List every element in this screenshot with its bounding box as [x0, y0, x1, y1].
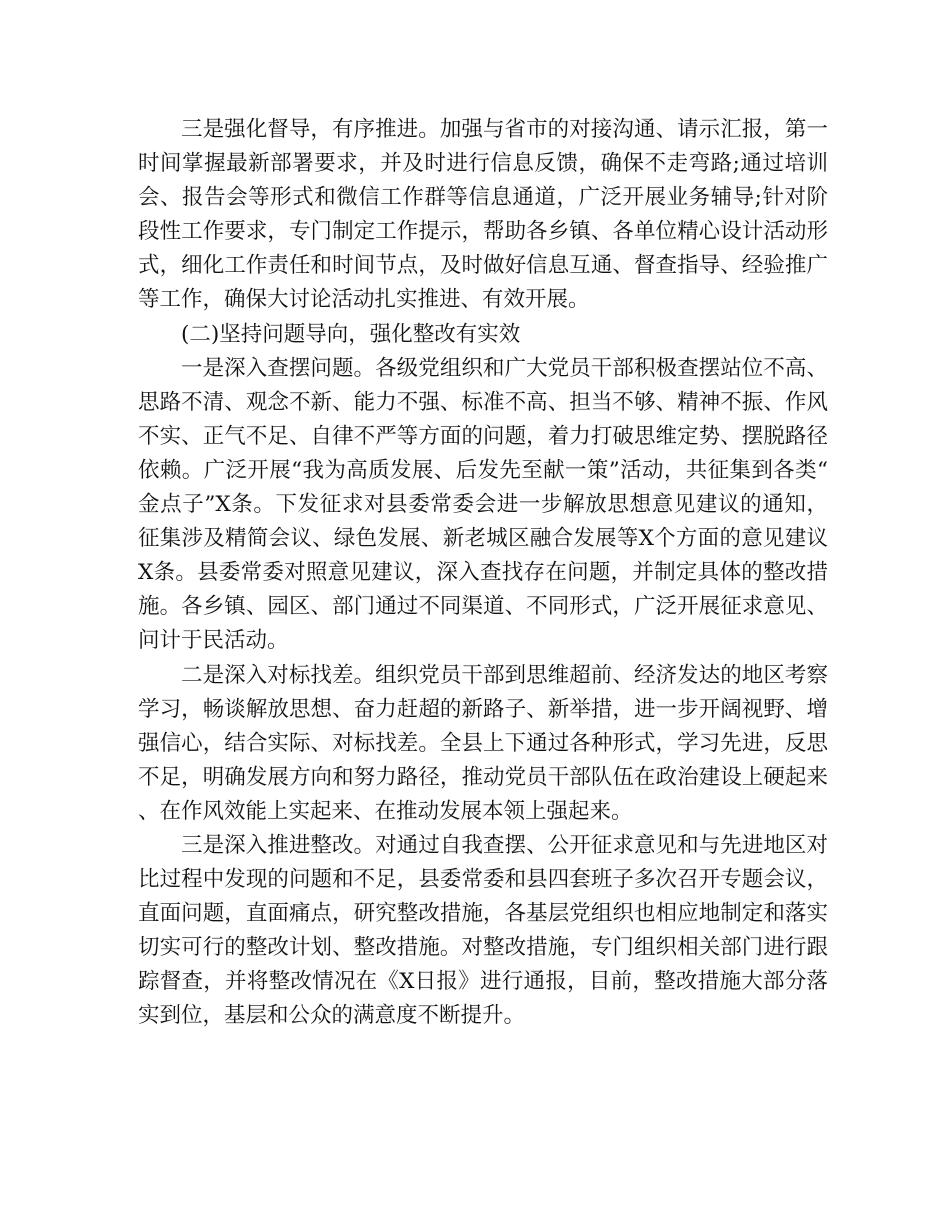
paragraph-supervision: 三是强化督导，有序推进。加强与省市的对接沟通、请示汇报，第一时间掌握最新部署要求，并及时进行信息反馈，确保不走弯路;通过培训会、报告会等形式和微信工作群等信息通道，广泛开展业务辅导;针对阶段性工作要求，专门制定工作提示，帮助各乡镇、各单位精心设计活动形式，细化工作责任和时间节点，及时做好信息互通、督查指导、经验推广等工作，确保大讨论活动扎实推进、有效开展。	[138, 117, 828, 313]
section-heading-problem-oriented: (二)坚持问题导向，强化整改有实效	[181, 321, 521, 347]
paragraph-benchmark: 二是深入对标找差。组织党员干部到思维超前、经济发达的地区考察学习，畅谈解放思想、奋力赶超的新路子、新举措，进一步开阔视野、增强信心，结合实际、对标找差。全县上下通过各种形式，学习先进，反思不足，明确发展方向和努力路径，推动党员干部队伍在政治建设上硬起来、在作风效能上实起来、在推动发展本领上强起来。	[138, 662, 828, 824]
paragraph-find-problems: 一是深入查摆问题。各级党组织和广大党员干部积极查摆站位不高、思路不清、观念不新、能力不强、标准不高、担当不够、精神不振、作风不实、正气不足、自律不严等方面的问题，着力打破思维定势、摆脱路径依赖。广泛开展“我为高质发展、后发先至献一策”活动，共征集到各类“金点子”X条。下发征求对县委常委会进一步解放思想意见建议的通知，征集涉及精简会议、绿色发展、新老城区融合发展等X个方面的意见建议X条。县委常委对照意见建议，深入查找存在问题，并制定具体的整改措施。各乡镇、园区、部门通过不同渠道、不同形式，广泛开展征求意见、问计于民活动。	[138, 355, 828, 654]
paragraph-rectification: 三是深入推进整改。对通过自我查摆、公开征求意见和与先进地区对比过程中发现的问题和不足，县委常委和县四套班子多次召开专题会议，直面问题，直面痛点，研究整改措施，各基层党组织也相应地制定和落实切实可行的整改计划、整改措施。对整改措施，专门组织相关部门进行跟踪督查，并将整改情况在《X日报》进行通报，目前，整改措施大部分落实到位，基层和公众的满意度不断提升。	[138, 832, 828, 1029]
document-page	[138, 113, 828, 1034]
